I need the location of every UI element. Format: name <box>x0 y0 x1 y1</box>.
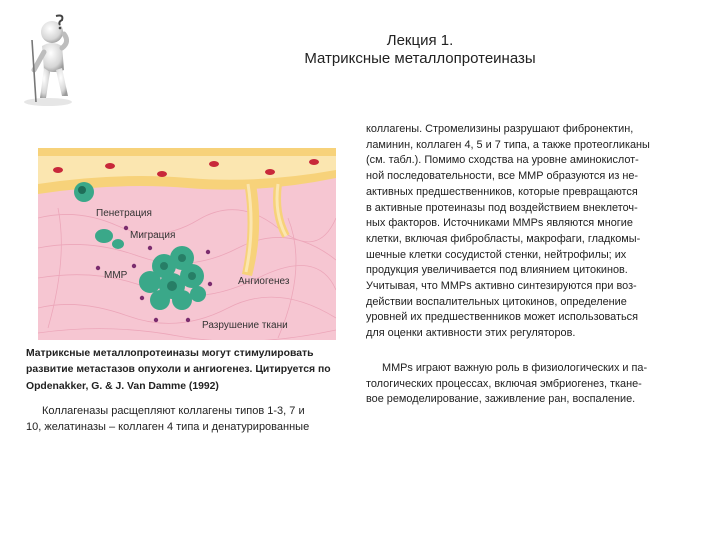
text-line: ММРs играют важную роль в физиологических и па- <box>382 361 648 374</box>
title-line-2: Матриксные металлопротеиназы <box>304 50 536 67</box>
text-line: для оценки активности этих регуляторов. <box>366 327 576 340</box>
text-line: действии воспалительных цитокинов, определение <box>366 295 627 308</box>
text-line: ламинин, коллаген 4, 5 и 7 типа, а также протеогликаны <box>366 138 650 151</box>
text-line: клетки, включая фибробласты, макрофаги, гладкомы- <box>366 232 641 245</box>
label-tissue-destruction: Разрушение ткани <box>202 320 288 331</box>
thinking-figure-icon <box>18 12 78 108</box>
title-line-1: Лекция 1. <box>386 32 454 49</box>
left-text-line: Коллагеназы расщепляют коллагены типов 1-3, 7 и <box>42 405 305 417</box>
paragraph-2 <box>366 361 692 408</box>
label-angiogenesis: Ангиогенез <box>238 276 290 287</box>
paragraph-1 <box>366 122 692 342</box>
mmp-illustration <box>38 148 336 340</box>
text-line: активных предшественников, которые превращаются <box>366 185 638 198</box>
text-line: шечные клетки сосудистой стенки, нейтрофилы; их <box>366 248 627 261</box>
caption-line: развитие метастазов опухоли и ангиогенез. Цитируется по <box>26 364 331 376</box>
label-mmp: ММР <box>104 270 128 281</box>
caption-line: Матриксные металлопротеиназы могут стимулировать <box>26 348 314 359</box>
text-line: продукция увеличивается под влиянием цитокинов. <box>366 264 628 277</box>
left-text-line: 10, желатиназы – коллаген 4 типа и денатурированные <box>26 421 310 433</box>
text-line: вое ремоделирование, заживление ран, воспаление. <box>366 393 636 406</box>
left-body-text <box>26 403 348 435</box>
caption-line: Opdenakker, G. & J. Van Damme (1992) <box>26 380 219 392</box>
label-migration: Миграция <box>130 230 176 241</box>
text-line: Учитывая, что ММРs активно синтезируются при воз- <box>366 280 637 293</box>
right-body-text <box>366 122 692 408</box>
text-line: тологических процессах, включая эмбриогенез, ткане- <box>366 377 642 390</box>
text-line: уровней их предшественников может использоваться <box>366 311 638 324</box>
label-penetration: Пенетрация <box>96 208 152 219</box>
slide-title <box>200 32 640 68</box>
text-line: ных факторов. Источниками ММРs являются многие <box>366 217 633 230</box>
text-line: (см. табл.). Помимо сходства на уровне аминокислот- <box>366 154 639 167</box>
text-line: ной последовательности, все ММР образуются из не- <box>366 170 639 183</box>
text-line: в активные протеиназы под воздействием внеклеточ- <box>366 201 638 214</box>
figure-caption <box>26 346 346 395</box>
text-line: коллагены. Стромелизины разрушают фибронектин, <box>366 123 634 135</box>
